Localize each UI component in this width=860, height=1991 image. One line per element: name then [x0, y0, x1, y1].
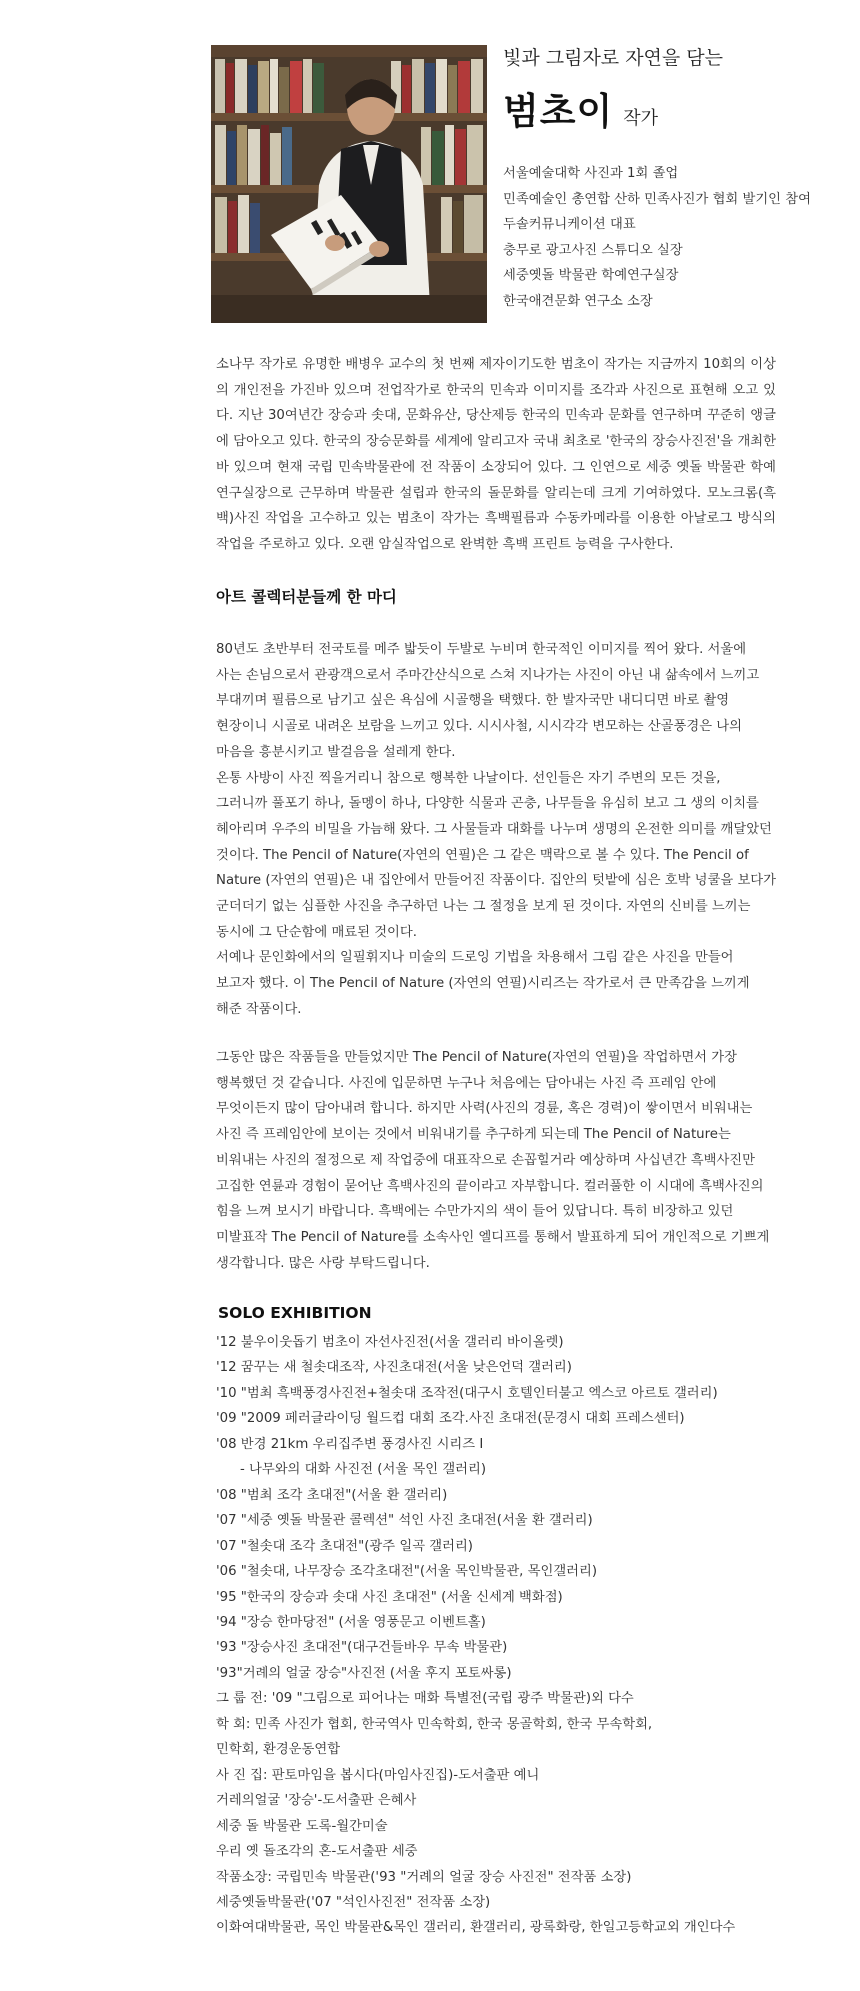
career-list: [503, 161, 843, 315]
exhibition-item: '93"거례의 얼굴 장승"사진전 (서울 후지 포토싸롱): [216, 1665, 512, 1681]
group-exhibition-item: 그 룹 전: '09 "그림으로 피어나는 매화 특별전(국립 광주 박물관)외 다수: [216, 1691, 634, 1707]
artist-profile: [503, 45, 843, 315]
exhibition-item: '06 "철솟대, 나무장승 조각초대전"(서울 목인박물관, 목인갤러리): [216, 1564, 598, 1580]
career-item: 한국애견문화 연구소 소장: [503, 293, 653, 309]
exhibition-item: '09 "2009 페러글라이딩 월드컵 대회 조각.사진 초대전(문경시 대회 프레스센터): [216, 1411, 685, 1427]
exhibition-item: '08 반경 21km 우리집주변 풍경사진 시리즈 I: [216, 1436, 484, 1452]
collection-item: 작품소장: 국립민속 박물관('93 "거례의 얼굴 장승 사진전" 전작품 소장): [216, 1869, 632, 1885]
artist-photo-image: [211, 45, 487, 323]
collection-item: 이화여대박물관, 목인 박물관&목인 갤러리, 환갤러리, 광록화랑, 한일고등학교외 개인다수: [216, 1920, 736, 1936]
artist-subtitle: 빛과 그림자로 자연을 담는: [503, 47, 724, 69]
society-item: 민학회, 환경운동연합: [216, 1742, 341, 1758]
message-heading: 아트 콜렉터분들께 한 마디: [216, 588, 397, 606]
photobook-item: 세중 돌 박물관 도록-월간미술: [216, 1818, 388, 1834]
exhibition-item: '93 "장승사진 초대전"(대구건들바우 무속 박물관): [216, 1640, 508, 1656]
exhibition-item: '10 "범최 흑백풍경사진전+철솟대 조작전(대구시 호텔인터불고 엑스코 아르토 갤러리): [216, 1385, 718, 1401]
exhibition-item: - 나무와의 대화 사진전 (서울 목인 갤러리): [240, 1462, 487, 1478]
artist-bio: 소나무 작가로 유명한 배병우 교수의 첫 번째 제자이기도한 범초이 작가는 지금까지 10회의 이상의 개인전을 가진바 있으며 전업작가로 한국의 민속과 이미지를 조각과 사진으로 표현해 오고 있다. 지난 30여년간 장승과 솟대, 문화유산, 당산제등 한국의 민속과 문화를 연구하며 꾸준히 앵글에 담아오고 있다. 한국의 장승문화를 세계에 알리고자 국내 최초로 '한국의 장승사진전'을 개최한바 있으며 현재 국립 민속박물관에 전 작품이 소장되어 있다. 그 인연으로 세중 옛돌 박물관 학예연구실장으로 근무하며 박물관 설립과 한국의 돌문화를 알리는데 크게 기여하였다. 모노크롬(흑백)사진 작업을 고수하고 있는 범초이 작가는 흑백필름과 수동카메라를 이용한 아날로그 방식의 작업을 주로하고 있다. 오랜 암실작업으로 완벽한 흑백 프린트 능력을 구사한다.: [216, 357, 776, 552]
message-paragraph-1: 80년도 초반부터 전국토를 메주 밟듯이 두발로 누비며 한국적인 이미지를 찍어 왔다. 서울에 사는 손님으로서 관광객으로서 주마간산식으로 스쳐 지나가는 사진이 아닌 내 삶속에서 느끼고 부대끼며 필름으로 남기고 싶은 욕심에 시골행을 택했다. 한 발자국만 내디디면 바로 촬영 현장이니 시골로 내려온 보람을 느끼고 있다. 시시사철, 시시각각 변모하는 산골풍경은 나의 마음을 흥분시키고 발걸음을 설레게 한다. 온통 사방이 사진 찍을거리니 참으로 행복한 나날이다. 선인들은 자기 주변의 모든 것을, 그러니까 풀포기 하나, 돌멩이 하나, 다양한 식물과 곤충, 나무들을 유심히 보고 그 생의 이치를 헤아리며 우주의 비밀을 가늠해 왔다. 그 사물들과 대화를 나누며 생명의 온전한 의미를 깨달았던 것이다. The Pencil of Nature(자연의 연필)은 그 같은 맥락으로 볼 수 있다. The Pencil of Nature (자연의 연필)은 내 집안에서 만들어진 작품이다. 집안의 텃밭에 심은 호박 넝쿨을 보다가 군더더기 없는 심플한 사진을 추구하던 나는 그 절정을 보게 된 것이다. 자연의 신비를 느끼는 동시에 그 단순함에 매료된 것이다. 서예나 문인화에서의 일필휘지나 미술의 드로잉 기법을 차용해서 그림 같은 사진을 만들어 보고자 했다. 이 The Pencil of Nature (자연의 연필)시리즈는 작가로서 큰 만족감을 느끼게 해준 작품이다.: [216, 642, 776, 1017]
photobook-item: 거레의얼굴 '장승'-도서출판 은혜사: [216, 1793, 417, 1809]
exhibition-item: '94 "장승 한마당전" (서울 영풍문고 이벤트홀): [216, 1614, 486, 1630]
career-item: 두솔커뮤니케이션 대표: [503, 217, 636, 233]
solo-exhibition-title: SOLO EXHIBITION: [218, 1304, 372, 1322]
solo-exhibition-list: [216, 1330, 816, 1941]
photobook-item: 사 진 집: 판토마임을 봅시다(마임사진집)-도서출판 예니: [216, 1767, 540, 1783]
exhibition-item: '07 "철솟대 조각 초대전"(광주 일곡 갤러리): [216, 1538, 473, 1554]
artist-name: 범초이: [503, 90, 614, 133]
society-item: 학 회: 민족 사진가 협회, 한국역사 민속학회, 한국 몽골학회, 한국 무속학회,: [216, 1716, 653, 1732]
exhibition-item: '12 꿈꾸는 새 철솟대조작, 사진초대전(서울 낮은언덕 갤러리): [216, 1360, 572, 1376]
exhibition-item: '08 "범최 조각 초대전"(서울 환 갤러리): [216, 1487, 448, 1503]
career-item: 세중옛돌 박물관 학예연구실장: [503, 268, 679, 284]
artist-photo: [211, 45, 487, 323]
photobook-item: 우리 옛 돌조각의 혼-도서출판 세중: [216, 1844, 418, 1860]
message-paragraph-2: 그동안 많은 작품들을 만들었지만 The Pencil of Nature(자연의 연필)을 작업하면서 가장 행복했던 것 같습니다. 사진에 입문하면 누구나 처음에는 담아내는 사진 즉 프레임 안에 무엇이든지 많이 담아내려 합니다. 하지만 사력(사진의 경륜, 혹은 경력)이 쌓이면서 비워내는 사진 즉 프레임안에 보이는 것에서 비워내기를 추구하게 되는데 The Pencil of Nature는 비워내는 사진의 절정으로 제 작업중에 대표작으로 손꼽힐거라 예상하며 사십년간 흑백사진만 고집한 연륜과 경험이 묻어난 흑백사진의 끝이라고 자부합니다. 컬러풀한 이 시대에 흑백사진의 힘을 느껴 보시기 바랍니다. 흑백에는 수만가지의 색이 들어 있답니다. 특히 비장하고 있던 미발표작 The Pencil of Nature를 소속사인 엘디프를 통해서 발표하게 되어 개인적으로 기쁘게 생각합니다. 많은 사랑 부탁드립니다.: [216, 1050, 770, 1271]
career-item: 민족예술인 총연합 산하 민족사진가 협회 발기인 참여: [503, 191, 811, 207]
career-item: 충무로 광고사진 스튜디오 실장: [503, 242, 683, 258]
exhibition-item: '07 "세중 옛돌 박물관 콜렉션" 석인 사진 초대전(서울 환 갤러리): [216, 1513, 593, 1529]
exhibition-item: '95 "한국의 장승과 솟대 사진 초대전" (서울 신세계 백화점): [216, 1589, 563, 1605]
exhibition-item: '12 불우이웃돕기 범초이 자선사진전(서울 갤러리 바이올렛): [216, 1335, 564, 1350]
artist-role: 작가: [623, 108, 659, 129]
collection-item: 세중옛돌박물관('07 "석인사진전" 전작품 소장): [216, 1894, 491, 1910]
artist-name-row: [503, 81, 843, 135]
career-item: 서울예술대학 사진과 1회 졸업: [503, 166, 679, 181]
